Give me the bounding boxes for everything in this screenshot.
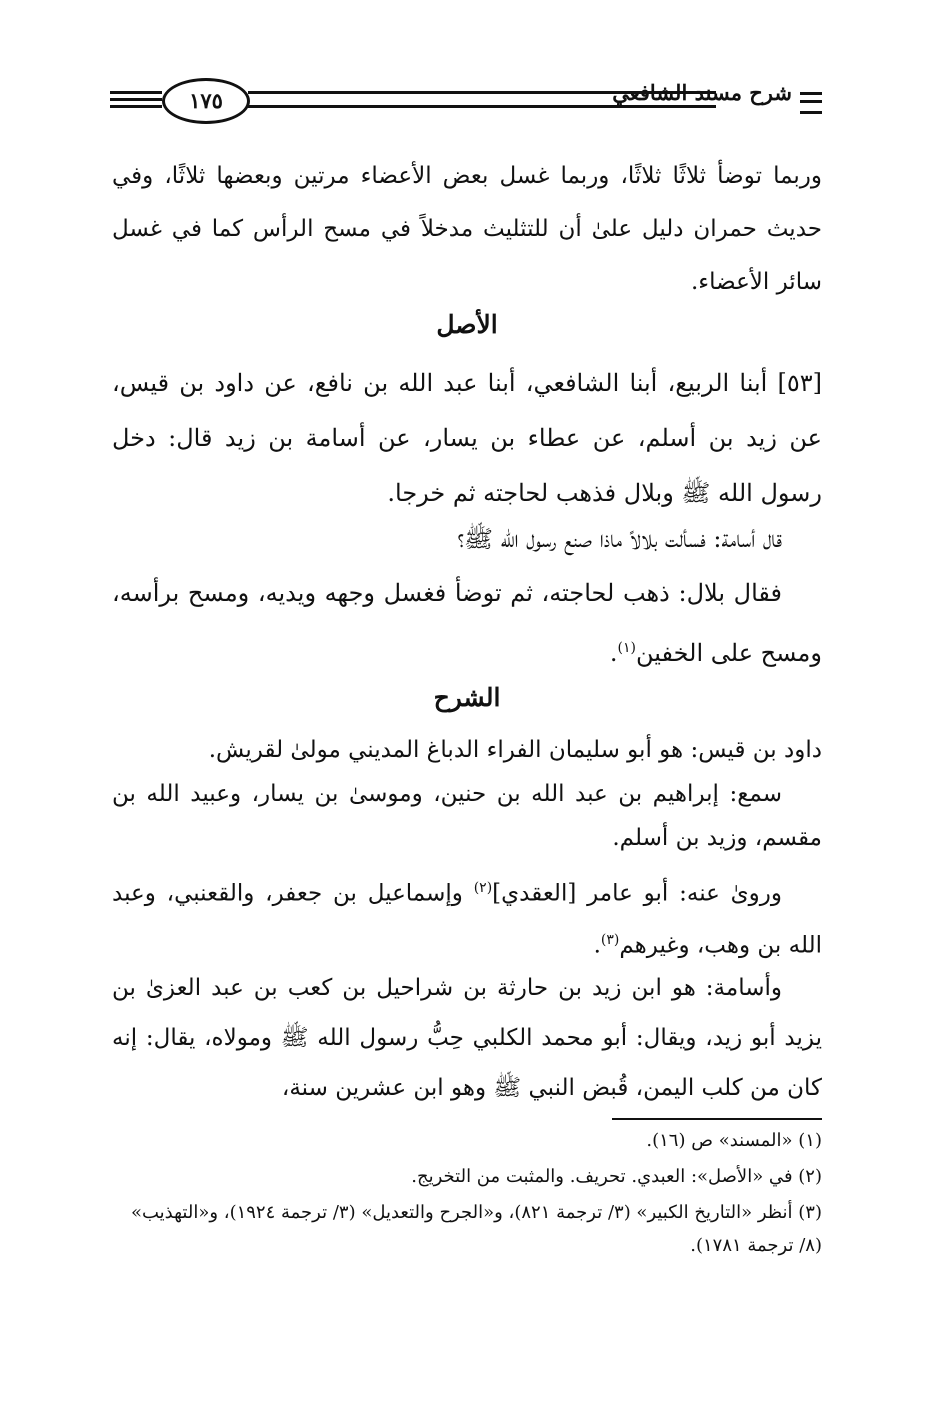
answer-text: فقال بلال: ذهب لحاجته، ثم توضأ فغسل وجهه ويديه، ومسح برأسه، ومسح على الخفين (112, 579, 822, 667)
section-heading-sharh: الشرح (433, 683, 501, 712)
header-rule (110, 98, 162, 101)
usama-bio: وأسامة: هو ابن زيد بن حارثة بن شراحيل بن كعب بن عبد العزىٰ بن يزيد أبو زيد، ويقال: أبو محمد الكلبي حِبُّ رسول الله ﷺ ومولاه، يقال: إنه كان من كلب اليمن، قُبض النبي ﷺ وهو ابن عشرين سنة، (112, 975, 822, 1101)
header-ornament (800, 92, 822, 114)
sharh-paragraph-4 (112, 963, 822, 1113)
answer-end: . (609, 639, 618, 667)
hadith-question: قال أسامة: فسألت بلالاً ماذا صنع رسول الله ﷺ؟ (457, 525, 782, 553)
hadith-paragraph: [٥٣] أبنا الربيع، أبنا الشافعي، أبنا عبد الله بن نافع، عن داود بن قيس، عن زيد بن أسلم، عن عطاء بن يسار، عن أسامة بن زيد قال: دخل رسول الله ﷺ وبلال فذهب لحاجته ثم خرجا. (112, 369, 822, 507)
footnote-ref: (٢) (473, 880, 493, 896)
footnote-2: (٢) في «الأصل»: العبدي. تحريف. والمثبت من التخريج. (411, 1166, 822, 1187)
footnote-separator (612, 1118, 822, 1120)
header-rule (110, 105, 162, 108)
footnote-ref: (١) (617, 640, 636, 656)
narrators-text: وروىٰ عنه: أبو عامر [العقدي] (492, 880, 782, 907)
page-number: ١٧٥ (162, 78, 250, 124)
intro-paragraph: وربما توضأ ثلاثًا ثلاثًا، وربما غسل بعض الأعضاء مرتين وبعضها ثلاثًا، وفي حديث حمران دليل علىٰ أن للتثليث مدخلاً في مسح الرأس كما في غسل سائر الأعضاء. (112, 163, 822, 295)
header-rule (248, 105, 716, 108)
sharh-paragraph-2 (112, 772, 822, 860)
running-header (110, 72, 822, 128)
section-heading-asl: الأصل (436, 310, 498, 339)
hadith-answer (112, 566, 822, 681)
sharh-paragraph-2-text: سمع: إبراهيم بن عبد الله بن حنين، وموسىٰ بن يسار، وعبيد الله بن مقسم، وزيد بن أسلم. (112, 781, 822, 851)
footnote-ref: (٣) (600, 931, 620, 948)
footnote-3: (٣) أنظر «التاريخ الكبير» (٣/ ترجمة ٨٢١)، و«الجرح والتعديل» (٣/ ترجمة ١٩٢٤)، و«التهذيب» (٨/ ترجمة ١٧٨١). (130, 1202, 822, 1256)
sharh-paragraph-3 (112, 865, 822, 968)
footnote-1: (١) «المسند» ص (١٦). (646, 1130, 822, 1151)
header-rule (110, 91, 162, 94)
running-title: شرح مسند الشافعي (612, 80, 792, 105)
sharh-paragraph-1: داود بن قيس: هو أبو سليمان الفراء الدباغ المديني مولىٰ لقريش. (208, 737, 822, 763)
narrators-text-cont: وإسماعيل بن جعفر، والقعنبي، وعبد الله بن وهب، وغيرهم (112, 880, 822, 959)
narrators-end: . (593, 932, 601, 959)
